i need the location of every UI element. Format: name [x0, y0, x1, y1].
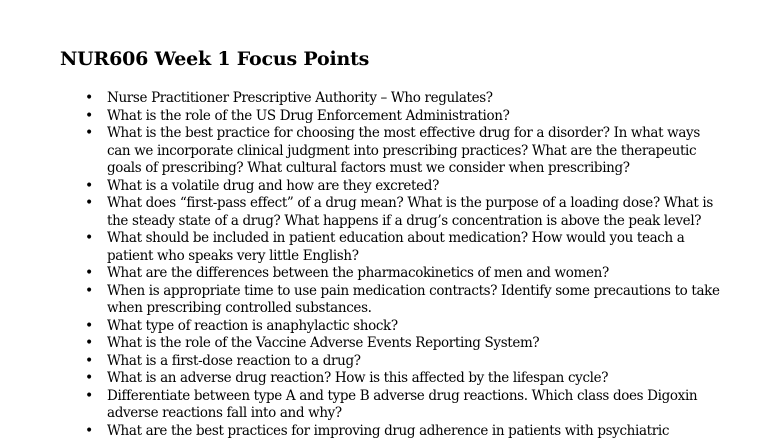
- bullet-icon: •: [85, 422, 93, 439]
- bullet-icon: •: [85, 230, 93, 246]
- list-item: [85, 335, 725, 353]
- list-item-text: What are the differences between the pharmacokinetics of men and women?: [107, 265, 609, 281]
- list-item-text: What is a first-dose reaction to a drug?: [107, 352, 361, 369]
- list-item-text: When is appropriate time to use pain medication contracts? Identify some precautions to take when prescribing controlled substances.: [107, 282, 720, 316]
- list-item: [85, 370, 725, 388]
- list-item: [85, 388, 725, 423]
- list-item-text: What are the best practices for improving drug adherence in patients with psychiatric: [107, 422, 670, 439]
- list-item: [85, 283, 725, 318]
- focus-points-list: [85, 90, 725, 440]
- list-item-text: Differentiate between type A and type B adverse drug reactions. Which class does Digoxin adverse reactions fall into and why?: [107, 387, 698, 421]
- list-item: [85, 318, 725, 336]
- document-title: NUR606 Week 1 Focus Points: [60, 48, 370, 70]
- bullet-icon: •: [85, 90, 93, 106]
- bullet-icon: •: [85, 282, 93, 299]
- list-item: [85, 108, 725, 126]
- list-item: [85, 353, 725, 371]
- list-item: [85, 423, 725, 441]
- bullet-icon: •: [85, 370, 93, 386]
- list-item-text: What is an adverse drug reaction? How is this affected by the lifespan cycle?: [107, 370, 609, 386]
- list-item: [85, 230, 725, 265]
- bullet-icon: •: [85, 317, 93, 334]
- list-item-text: What does “first-pass effect” of a drug mean? What is the purpose of a loading dose? What is the steady state of a drug? What happens if a drug’s concentration is above the peak level?: [107, 195, 713, 229]
- list-item-text: What is the role of the Vaccine Adverse Events Reporting System?: [107, 335, 540, 351]
- list-item: [85, 195, 725, 230]
- bullet-icon: •: [85, 125, 93, 141]
- bullet-icon: •: [85, 387, 93, 404]
- list-item-text: What should be included in patient education about medication? How would you teach a patient who speaks very little English?: [107, 230, 685, 264]
- list-item: [85, 265, 725, 283]
- bullet-icon: •: [85, 177, 93, 194]
- list-item-text: Nurse Practitioner Prescriptive Authority – Who regulates?: [107, 90, 493, 106]
- list-item-text: What is a volatile drug and how are they excreted?: [107, 177, 439, 194]
- list-item: [85, 178, 725, 196]
- bullet-icon: •: [85, 195, 93, 211]
- list-item: [85, 90, 725, 108]
- list-item-text: What is the role of the US Drug Enforcement Administration?: [107, 107, 510, 124]
- bullet-icon: •: [85, 352, 93, 369]
- bullet-icon: •: [85, 335, 93, 351]
- list-item-text: What type of reaction is anaphylactic shock?: [107, 317, 398, 334]
- bullet-icon: •: [85, 107, 93, 124]
- bullet-icon: •: [85, 265, 93, 281]
- list-item-text: What is the best practice for choosing the most effective drug for a disorder? In what ways can we incorporate clinical judgment into prescribing practices? What are the therapeutic goals of prescribing? What cultural factors must we consider when prescribing?: [107, 125, 700, 176]
- list-item: [85, 125, 725, 178]
